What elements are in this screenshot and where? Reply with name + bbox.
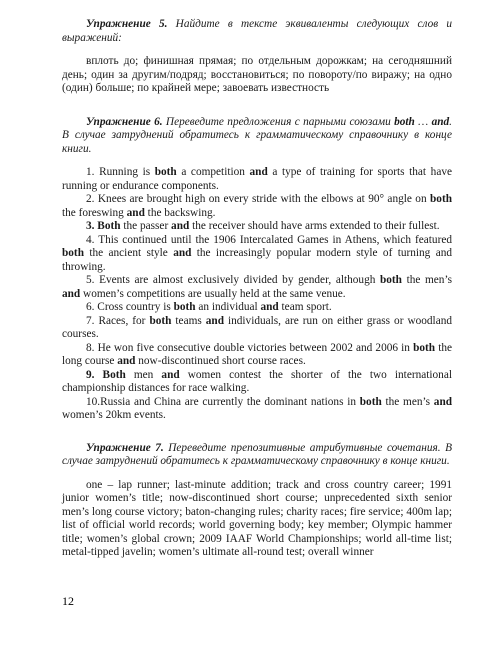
bold-conjunction: and	[433, 395, 453, 408]
text-segment: 8. He won five consecutive double victories between 2002 and 2006 in	[86, 341, 414, 354]
text-segment: 10.Russia and China are currently the dominant nations in	[86, 395, 360, 408]
text-segment: the foreswing	[62, 206, 127, 219]
text-segment: now-discontinued short course races.	[135, 355, 306, 367]
exercise-6	[62, 116, 452, 423]
sentence-item	[62, 315, 452, 342]
sentence-item	[62, 396, 452, 423]
bold-conjunction: and	[117, 355, 136, 367]
sentence-item	[62, 234, 452, 275]
text-segment: the men’s	[401, 274, 452, 286]
text-segment: teams	[171, 314, 206, 327]
text-segment: the increasingly popular modern style of turning and throwing.	[62, 247, 452, 273]
exercise-5-instruction: Найдите в тексте эквиваленты следующих слов и выражений:	[62, 18, 452, 44]
exercise-5-word-list: вплоть до; финишная прямая; по отдельным дорожкам; на сегодняшний день; один за другим/подряд; восстановиться; по повороту/по виражу; на одно (один) больше; по крайней мере; завоевать известность	[62, 55, 452, 94]
bold-conjunction: both	[413, 341, 436, 354]
bold-conjunction: both	[62, 247, 84, 259]
text-segment: team sport.	[278, 301, 332, 313]
text-segment: 5. Events are almost exclusively divided by gender, although	[86, 274, 380, 286]
bold-conjunction: and	[62, 287, 81, 300]
sentence-item	[62, 274, 452, 301]
text-segment: women’s competitions are usually held at the same venue.	[80, 287, 346, 300]
sentence-item	[62, 301, 452, 315]
page-number: 12	[62, 594, 74, 608]
text-segment: men	[125, 368, 162, 381]
text-segment: 6. Cross country is	[86, 301, 174, 313]
text-segment: the long course	[62, 341, 452, 367]
bold-conjunction: and	[173, 247, 192, 259]
bold-conjunction: 3. Both	[86, 220, 121, 232]
bold-conjunction: both	[173, 301, 196, 313]
exercise-7-instruction: Переведите препозитивные атрибутивные сочетания. В случае затруднений обратитесь к грамматическому справочнику в конце книги.	[62, 441, 452, 467]
text-segment: a competition	[176, 166, 250, 178]
text-segment: the men’s	[381, 395, 434, 408]
bold-conjunction: both	[394, 115, 415, 128]
bold-conjunction: and	[431, 115, 450, 128]
text-segment: 7. Races, for	[86, 314, 150, 327]
text-segment: …	[414, 115, 432, 128]
text-segment: 1. Running is	[86, 166, 155, 178]
sentence-item	[62, 342, 452, 369]
exercise-7-heading	[62, 442, 452, 469]
bold-conjunction: and	[260, 301, 279, 313]
bold-conjunction: both	[430, 193, 452, 205]
text-segment: the passer	[120, 220, 172, 232]
text-segment: a type of training for sports that have running or endurance components.	[62, 166, 452, 192]
text-segment: Переведите предложения с парными союзами	[162, 115, 395, 128]
exercise-7-label: Упражнение 7.	[86, 441, 164, 454]
exercise-6-heading	[62, 116, 452, 157]
bold-conjunction: both	[149, 314, 172, 327]
bold-conjunction: both	[359, 395, 382, 408]
exercise-6-sentences	[62, 166, 452, 423]
text-segment: an individual	[195, 301, 261, 313]
sentence-item	[62, 369, 452, 396]
exercise-7	[62, 442, 452, 560]
text-segment: 2. Knees are brought high on every stride with the elbows at 90° angle on	[86, 193, 431, 205]
bold-conjunction: and	[205, 314, 224, 327]
text-segment: . В случае затруднений обратитесь к грамматическому справочнику в конце книги.	[62, 115, 452, 155]
text-segment: 4. This continued until the 1906 Intercalated Games in Athens, which featured	[86, 233, 452, 246]
sentence-item	[62, 166, 452, 193]
text-segment: the ancient style	[83, 247, 174, 259]
exercise-5-heading	[62, 18, 452, 45]
text-segment: women’s 20km events.	[62, 409, 166, 421]
exercise-6-label: Упражнение 6.	[86, 115, 163, 128]
exercise-5	[62, 18, 452, 96]
bold-conjunction: both	[154, 166, 177, 178]
bold-conjunction: and	[249, 166, 268, 178]
text-segment: the backswing.	[144, 206, 216, 219]
text-segment: women contest the shorter of the two international championship distances for race walking.	[62, 368, 452, 394]
bold-conjunction: and	[161, 368, 180, 381]
bold-conjunction: 9. Both	[86, 368, 126, 381]
text-segment: individuals, are run on either grass or woodland courses.	[62, 314, 453, 340]
sentence-item	[62, 193, 452, 220]
sentence-item	[62, 220, 452, 234]
bold-conjunction: and	[126, 206, 145, 219]
bold-conjunction: and	[171, 220, 190, 232]
bold-conjunction: both	[379, 274, 402, 286]
exercise-5-label: Упражнение 5.	[86, 18, 168, 30]
text-segment: the receiver should have arms extended to their fullest.	[189, 220, 440, 232]
exercise-7-phrase-list: one – lap runner; last-minute addition; track and cross country career; 1991 junior women’s title; now-discontinued short course; unprecedented sixth senior men’s long course victory; baton-changing rules; charity races; fire service; 400m lap; list of official world records; world governing body; key member; Olympic hammer title; women’s global crown; 2009 IAAF World Championships; world all-time list; metal-tipped javelin; women’s ultimate all-round test; overall winner	[62, 478, 452, 558]
